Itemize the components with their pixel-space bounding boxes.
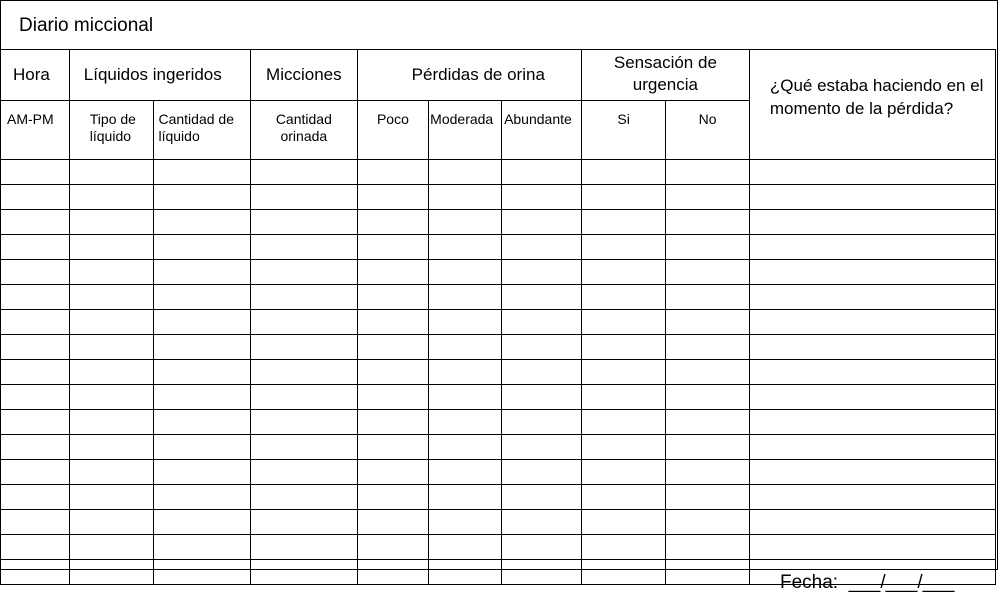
subheader-cantidad-orinada: Cantidad orinada	[251, 101, 358, 160]
entry-cell-poco[interactable]	[357, 560, 429, 585]
entry-cell-moderada[interactable]	[429, 435, 502, 460]
form-title: Diario miccional	[19, 15, 154, 36]
table-row	[1, 260, 996, 285]
entry-cell-poco[interactable]	[357, 435, 429, 460]
entry-cell-hora[interactable]	[1, 535, 70, 560]
entry-cell-cantidad-liquido[interactable]	[154, 285, 251, 310]
entry-cell-poco[interactable]	[357, 260, 429, 285]
entry-cell-moderada[interactable]	[429, 285, 502, 310]
entry-cell-si[interactable]	[581, 560, 665, 585]
entry-cell-no[interactable]	[666, 485, 749, 510]
entry-cell-poco[interactable]	[357, 310, 429, 335]
entry-cell-cantidad-orinada[interactable]	[251, 160, 358, 185]
entry-cell-si[interactable]	[581, 260, 665, 285]
entry-cell-poco[interactable]	[357, 360, 429, 385]
entry-cell-no[interactable]	[666, 185, 749, 210]
entry-cell-hora[interactable]	[1, 435, 70, 460]
entry-cell-moderada[interactable]	[429, 235, 502, 260]
entry-cell-no[interactable]	[666, 285, 749, 310]
entry-cell-no[interactable]	[666, 210, 749, 235]
entry-cell-cantidad-orinada[interactable]	[251, 460, 358, 485]
entry-cell-tipo-liquido[interactable]	[69, 285, 154, 310]
entry-cell-cantidad-orinada[interactable]	[251, 260, 358, 285]
entry-cell-poco[interactable]	[357, 410, 429, 435]
entry-cell-que-haciendo[interactable]	[749, 535, 995, 560]
entry-cell-si[interactable]	[581, 210, 665, 235]
entry-cell-si[interactable]	[581, 535, 665, 560]
entry-cell-cantidad-orinada[interactable]	[251, 510, 358, 535]
entry-cell-cantidad-liquido[interactable]	[154, 260, 251, 285]
entry-cell-que-haciendo[interactable]	[749, 210, 995, 235]
table-row	[1, 510, 996, 535]
entry-cell-tipo-liquido[interactable]	[69, 410, 154, 435]
entry-cell-poco[interactable]	[357, 185, 429, 210]
entry-cell-abundante[interactable]	[502, 435, 582, 460]
entry-cell-hora[interactable]	[1, 385, 70, 410]
fecha-blank[interactable]: ___/___/___	[848, 572, 955, 593]
table-row	[1, 160, 996, 185]
entry-cell-poco[interactable]	[357, 460, 429, 485]
entry-cell-poco[interactable]	[357, 335, 429, 360]
table-row	[1, 460, 996, 485]
entry-cell-tipo-liquido[interactable]	[69, 160, 154, 185]
header-micciones: Micciones	[251, 50, 358, 101]
entry-cell-abundante[interactable]	[502, 235, 582, 260]
entry-cell-que-haciendo[interactable]	[749, 185, 995, 210]
entry-cell-cantidad-liquido[interactable]	[154, 385, 251, 410]
entry-cell-que-haciendo[interactable]	[749, 235, 995, 260]
entry-cell-no[interactable]	[666, 235, 749, 260]
entry-cell-cantidad-liquido[interactable]	[154, 310, 251, 335]
header-hora: Hora	[1, 50, 70, 101]
entry-cell-moderada[interactable]	[429, 360, 502, 385]
entry-cell-cantidad-liquido[interactable]	[154, 335, 251, 360]
entry-cell-tipo-liquido[interactable]	[69, 185, 154, 210]
entry-cell-no[interactable]	[666, 335, 749, 360]
entry-cell-cantidad-orinada[interactable]	[251, 385, 358, 410]
entry-cell-abundante[interactable]	[502, 360, 582, 385]
entry-cell-abundante[interactable]	[502, 510, 582, 535]
fecha-field	[780, 572, 954, 594]
entry-cell-que-haciendo[interactable]	[749, 285, 995, 310]
entry-cell-moderada[interactable]	[429, 335, 502, 360]
entry-cell-que-haciendo[interactable]	[749, 410, 995, 435]
entry-cell-hora[interactable]	[1, 410, 70, 435]
entry-cell-abundante[interactable]	[502, 285, 582, 310]
entry-cell-cantidad-orinada[interactable]	[251, 560, 358, 585]
entry-cell-no[interactable]	[666, 385, 749, 410]
entry-cell-si[interactable]	[581, 335, 665, 360]
entry-cell-moderada[interactable]	[429, 385, 502, 410]
entry-cell-cantidad-liquido[interactable]	[154, 160, 251, 185]
header-liquidos: Líquidos ingeridos	[69, 50, 250, 101]
entry-cell-que-haciendo[interactable]	[749, 435, 995, 460]
entry-cell-si[interactable]	[581, 435, 665, 460]
entry-cell-hora[interactable]	[1, 285, 70, 310]
entry-cell-abundante[interactable]	[502, 310, 582, 335]
entry-cell-moderada[interactable]	[429, 560, 502, 585]
entry-cell-hora[interactable]	[1, 210, 70, 235]
diary-rows	[1, 160, 996, 585]
entry-cell-si[interactable]	[581, 385, 665, 410]
entry-cell-cantidad-orinada[interactable]	[251, 485, 358, 510]
entry-cell-poco[interactable]	[357, 235, 429, 260]
entry-cell-cantidad-liquido[interactable]	[154, 435, 251, 460]
entry-cell-que-haciendo[interactable]	[749, 485, 995, 510]
entry-cell-tipo-liquido[interactable]	[69, 560, 154, 585]
entry-cell-poco[interactable]	[357, 385, 429, 410]
entry-cell-que-haciendo[interactable]	[749, 310, 995, 335]
entry-cell-cantidad-orinada[interactable]	[251, 435, 358, 460]
entry-cell-cantidad-liquido[interactable]	[154, 235, 251, 260]
entry-cell-abundante[interactable]	[502, 160, 582, 185]
entry-cell-moderada[interactable]	[429, 485, 502, 510]
entry-cell-abundante[interactable]	[502, 460, 582, 485]
subheader-cantidad-liquido: Cantidad de líquido	[154, 101, 251, 160]
entry-cell-que-haciendo[interactable]	[749, 160, 995, 185]
entry-cell-cantidad-liquido[interactable]	[154, 510, 251, 535]
entry-cell-abundante[interactable]	[502, 260, 582, 285]
table-row	[1, 535, 996, 560]
entry-cell-moderada[interactable]	[429, 185, 502, 210]
entry-cell-tipo-liquido[interactable]	[69, 385, 154, 410]
table-row	[1, 360, 996, 385]
entry-cell-cantidad-liquido[interactable]	[154, 535, 251, 560]
entry-cell-tipo-liquido[interactable]	[69, 485, 154, 510]
header-perdidas: Pérdidas de orina	[357, 50, 581, 101]
entry-cell-moderada[interactable]	[429, 260, 502, 285]
table-row	[1, 435, 996, 460]
entry-cell-poco[interactable]	[357, 285, 429, 310]
entry-cell-cantidad-liquido[interactable]	[154, 360, 251, 385]
entry-cell-cantidad-orinada[interactable]	[251, 335, 358, 360]
entry-cell-si[interactable]	[581, 485, 665, 510]
entry-cell-tipo-liquido[interactable]	[69, 260, 154, 285]
entry-cell-moderada[interactable]	[429, 210, 502, 235]
entry-cell-tipo-liquido[interactable]	[69, 510, 154, 535]
entry-cell-abundante[interactable]	[502, 560, 582, 585]
entry-cell-que-haciendo[interactable]	[749, 360, 995, 385]
entry-cell-tipo-liquido[interactable]	[69, 235, 154, 260]
entry-cell-que-haciendo[interactable]	[749, 510, 995, 535]
table-row	[1, 385, 996, 410]
entry-cell-cantidad-orinada[interactable]	[251, 210, 358, 235]
table-row	[1, 235, 996, 260]
subheader-poco: Poco	[357, 101, 429, 160]
entry-cell-cantidad-liquido[interactable]	[154, 560, 251, 585]
entry-cell-cantidad-orinada[interactable]	[251, 235, 358, 260]
subheader-abundante: Abundante	[502, 101, 582, 160]
entry-cell-tipo-liquido[interactable]	[69, 335, 154, 360]
entry-cell-no[interactable]	[666, 260, 749, 285]
entry-cell-cantidad-liquido[interactable]	[154, 485, 251, 510]
entry-cell-si[interactable]	[581, 160, 665, 185]
entry-cell-abundante[interactable]	[502, 485, 582, 510]
entry-cell-que-haciendo[interactable]	[749, 335, 995, 360]
entry-cell-si[interactable]	[581, 285, 665, 310]
entry-cell-que-haciendo[interactable]	[749, 385, 995, 410]
entry-cell-poco[interactable]	[357, 485, 429, 510]
table-row	[1, 310, 996, 335]
entry-cell-abundante[interactable]	[502, 410, 582, 435]
entry-cell-si[interactable]	[581, 185, 665, 210]
entry-cell-poco[interactable]	[357, 160, 429, 185]
entry-cell-hora[interactable]	[1, 310, 70, 335]
entry-cell-cantidad-orinada[interactable]	[251, 285, 358, 310]
fecha-label: Fecha:	[780, 572, 839, 593]
entry-cell-que-haciendo[interactable]	[749, 460, 995, 485]
entry-cell-que-haciendo[interactable]	[749, 260, 995, 285]
entry-cell-hora[interactable]	[1, 510, 70, 535]
entry-cell-cantidad-liquido[interactable]	[154, 460, 251, 485]
entry-cell-cantidad-orinada[interactable]	[251, 310, 358, 335]
entry-cell-no[interactable]	[666, 510, 749, 535]
table-row	[1, 485, 996, 510]
entry-cell-moderada[interactable]	[429, 310, 502, 335]
entry-cell-cantidad-liquido[interactable]	[154, 210, 251, 235]
entry-cell-hora[interactable]	[1, 460, 70, 485]
entry-cell-cantidad-orinada[interactable]	[251, 410, 358, 435]
entry-cell-tipo-liquido[interactable]	[69, 210, 154, 235]
subheader-tipo: Tipo de líquido	[69, 101, 154, 160]
entry-cell-hora[interactable]	[1, 235, 70, 260]
entry-cell-moderada[interactable]	[429, 535, 502, 560]
subheader-si: Si	[581, 101, 665, 160]
entry-cell-hora[interactable]	[1, 485, 70, 510]
entry-cell-tipo-liquido[interactable]	[69, 435, 154, 460]
entry-cell-cantidad-orinada[interactable]	[251, 360, 358, 385]
entry-cell-no[interactable]	[666, 160, 749, 185]
subheader-moderada: Moderada	[429, 101, 502, 160]
subheader-no: No	[666, 101, 749, 160]
header-sensacion: Sensación de urgencia	[581, 50, 749, 101]
entry-cell-poco[interactable]	[357, 510, 429, 535]
entry-cell-cantidad-orinada[interactable]	[251, 185, 358, 210]
entry-cell-hora[interactable]	[1, 360, 70, 385]
entry-cell-si[interactable]	[581, 410, 665, 435]
entry-cell-si[interactable]	[581, 510, 665, 535]
entry-cell-cantidad-liquido[interactable]	[154, 185, 251, 210]
entry-cell-abundante[interactable]	[502, 335, 582, 360]
subheader-ampm: AM-PM	[1, 101, 70, 160]
entry-cell-no[interactable]	[666, 360, 749, 385]
entry-cell-moderada[interactable]	[429, 160, 502, 185]
table-row	[1, 285, 996, 310]
entry-cell-hora[interactable]	[1, 560, 70, 585]
table-row	[1, 185, 996, 210]
entry-cell-poco[interactable]	[357, 210, 429, 235]
entry-cell-abundante[interactable]	[502, 185, 582, 210]
diary-table	[0, 49, 996, 585]
header-que-haciendo: ¿Qué estaba haciendo en el momento de la pérdida?	[749, 50, 995, 160]
entry-cell-hora[interactable]	[1, 260, 70, 285]
entry-cell-no[interactable]	[666, 435, 749, 460]
entry-cell-abundante[interactable]	[502, 535, 582, 560]
entry-cell-moderada[interactable]	[429, 410, 502, 435]
entry-cell-tipo-liquido[interactable]	[69, 535, 154, 560]
entry-cell-si[interactable]	[581, 310, 665, 335]
entry-cell-no[interactable]	[666, 560, 749, 585]
entry-cell-moderada[interactable]	[429, 510, 502, 535]
entry-cell-hora[interactable]	[1, 160, 70, 185]
entry-cell-cantidad-liquido[interactable]	[154, 410, 251, 435]
entry-cell-tipo-liquido[interactable]	[69, 460, 154, 485]
entry-cell-no[interactable]	[666, 310, 749, 335]
table-row	[1, 410, 996, 435]
entry-cell-moderada[interactable]	[429, 460, 502, 485]
entry-cell-tipo-liquido[interactable]	[69, 310, 154, 335]
entry-cell-abundante[interactable]	[502, 210, 582, 235]
entry-cell-hora[interactable]	[1, 335, 70, 360]
entry-cell-hora[interactable]	[1, 185, 70, 210]
entry-cell-tipo-liquido[interactable]	[69, 360, 154, 385]
table-row	[1, 210, 996, 235]
entry-cell-cantidad-orinada[interactable]	[251, 535, 358, 560]
entry-cell-si[interactable]	[581, 460, 665, 485]
entry-cell-abundante[interactable]	[502, 385, 582, 410]
entry-cell-no[interactable]	[666, 460, 749, 485]
entry-cell-no[interactable]	[666, 535, 749, 560]
entry-cell-no[interactable]	[666, 410, 749, 435]
entry-cell-poco[interactable]	[357, 535, 429, 560]
entry-cell-si[interactable]	[581, 360, 665, 385]
entry-cell-si[interactable]	[581, 235, 665, 260]
table-row	[1, 335, 996, 360]
